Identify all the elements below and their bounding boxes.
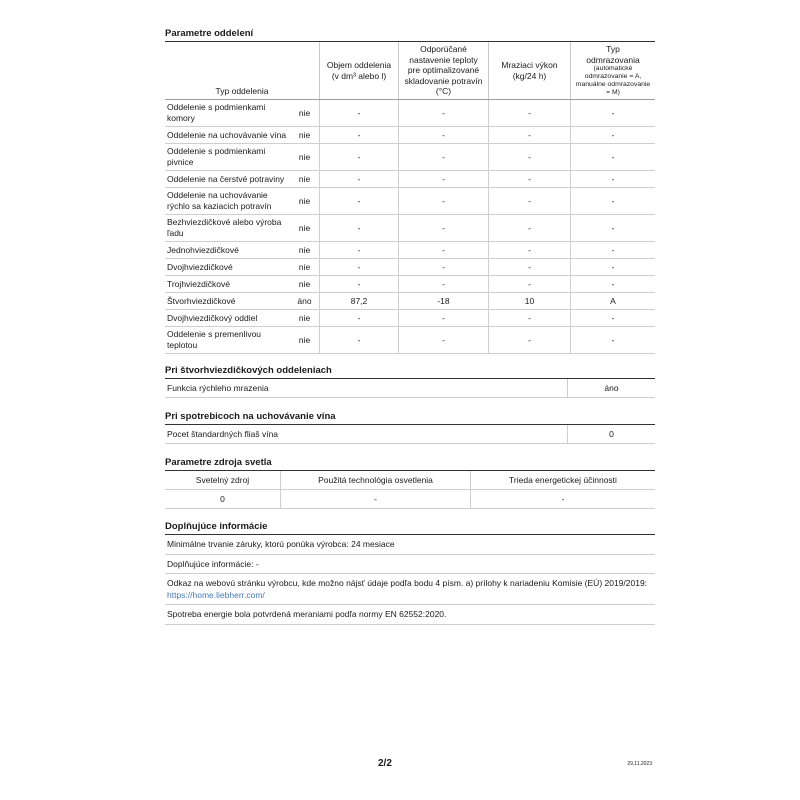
row-defrost: - xyxy=(570,100,655,126)
col-header-freezing: Mraziaci výkon (kg/24 h) xyxy=(488,42,570,99)
footer-date: 29.11.2023 xyxy=(627,761,652,767)
row-label: Bezhviezdičkové alebo výroba ľadu xyxy=(167,217,282,238)
row-defrost: - xyxy=(570,259,655,275)
light-table-header xyxy=(165,471,655,490)
wine-section-title: Pri spotrebicoch na uchovávanie vína xyxy=(165,411,655,425)
row-freeze: - xyxy=(488,242,570,258)
table-row xyxy=(165,259,655,276)
table-row xyxy=(165,242,655,259)
row-label: Oddelenie s podmienkami pivnice xyxy=(167,146,266,167)
table-row xyxy=(165,215,655,242)
row-freeze: - xyxy=(488,215,570,241)
row-temp: - xyxy=(398,259,488,275)
row-label: Dvojhviezdičkové xyxy=(167,261,233,272)
row-freeze: - xyxy=(488,127,570,143)
row-temp: - xyxy=(398,144,488,170)
row-volume: - xyxy=(319,100,398,126)
row-volume: - xyxy=(319,144,398,170)
col-header-temperature: Odporúčané nastavenie teploty pre optimalizované skladovanie potravín (°C) xyxy=(398,42,488,99)
row-temp: -18 xyxy=(398,293,488,309)
row-volume: - xyxy=(319,215,398,241)
col-header-type: Typ oddelenia xyxy=(215,85,269,96)
row-present: nie xyxy=(298,244,311,255)
light-col-header-efficiency: Trieda energetickej účinnosti xyxy=(470,471,655,489)
row-volume: - xyxy=(319,242,398,258)
row-defrost: - xyxy=(570,310,655,326)
light-section-title: Parametre zdroja svetla xyxy=(165,457,655,471)
row-defrost: - xyxy=(570,144,655,170)
table-row xyxy=(165,327,655,354)
row-defrost: - xyxy=(570,276,655,292)
row-volume: - xyxy=(319,171,398,187)
light-source-value: 0 xyxy=(220,494,225,504)
table-row xyxy=(165,127,655,144)
row-label: Dvojhviezdičkový oddiel xyxy=(167,312,258,323)
row-volume: 87,2 xyxy=(319,293,398,309)
light-efficiency-value: - xyxy=(470,490,655,508)
row-present: nie xyxy=(298,261,311,272)
row-defrost: A xyxy=(570,293,655,309)
wine-row xyxy=(165,425,655,444)
row-present: nie xyxy=(298,151,311,162)
table-row xyxy=(165,100,655,127)
row-volume: - xyxy=(319,188,398,214)
four-star-section-title: Pri štvorhviezdičkových oddeleniach xyxy=(165,365,655,379)
row-temp: - xyxy=(398,188,488,214)
row-present: nie xyxy=(298,312,311,323)
row-volume: - xyxy=(319,127,398,143)
row-defrost: - xyxy=(570,127,655,143)
row-defrost: - xyxy=(570,215,655,241)
row-freeze: 10 xyxy=(488,293,570,309)
energy-standard-row: Spotreba energie bola potvrdená meraniami podľa normy EN 62552:2020. xyxy=(165,605,655,625)
four-star-row xyxy=(165,379,655,398)
col-header-volume: Objem oddelenia (v dm³ alebo l) xyxy=(319,42,398,99)
light-table-values xyxy=(165,490,655,509)
row-label: Oddelenie na uchovávanie rýchlo sa kaziacich potravín xyxy=(167,190,272,211)
row-label: Jednohviezdičkové xyxy=(167,244,239,255)
light-technology-value: - xyxy=(280,490,470,508)
light-col-header-source: Svetelný zdroj xyxy=(195,475,250,485)
table-row xyxy=(165,310,655,327)
table-row xyxy=(165,188,655,215)
row-freeze: - xyxy=(488,276,570,292)
manufacturer-website-link[interactable]: https://home.liebherr.com/ xyxy=(167,589,265,600)
datasheet-page xyxy=(165,28,655,625)
row-present: nie xyxy=(298,129,311,140)
row-label: Oddelenie s podmienkami komory xyxy=(167,102,266,123)
table-row xyxy=(165,171,655,188)
table-row xyxy=(165,144,655,171)
row-defrost: - xyxy=(570,188,655,214)
row-temp: - xyxy=(398,310,488,326)
row-freeze: - xyxy=(488,100,570,126)
row-defrost: - xyxy=(570,327,655,353)
row-volume: - xyxy=(319,310,398,326)
row-label: Oddelenie s premenlivou teplotou xyxy=(167,329,262,350)
row-freeze: - xyxy=(488,144,570,170)
row-defrost: - xyxy=(570,171,655,187)
row-present: nie xyxy=(298,195,311,206)
row-freeze: - xyxy=(488,171,570,187)
warranty-row: Minimálne trvanie záruky, ktorú ponúka výrobca: 24 mesiace xyxy=(165,535,655,555)
row-present: nie xyxy=(298,107,311,118)
compartments-table-header xyxy=(165,42,655,100)
wine-label: Pocet štandardných fliaš vína xyxy=(167,429,279,439)
wine-value: 0 xyxy=(567,425,655,443)
row-volume: - xyxy=(319,276,398,292)
row-present: nie xyxy=(298,334,311,345)
additional-section-title: Doplňujúce informácie xyxy=(165,521,655,535)
row-label: Oddelenie na čerstvé potraviny xyxy=(167,173,285,184)
row-temp: - xyxy=(398,242,488,258)
row-temp: - xyxy=(398,215,488,241)
row-volume: - xyxy=(319,327,398,353)
row-label: Trojhviezdičkové xyxy=(167,278,230,289)
col-header-defrost: Typ odmrazovania (automatické odmrazovanie = A, manuálne odmrazovanie = M) xyxy=(570,42,655,99)
row-freeze: - xyxy=(488,188,570,214)
table-row xyxy=(165,293,655,310)
row-volume: - xyxy=(319,259,398,275)
row-freeze: - xyxy=(488,327,570,353)
table-row xyxy=(165,276,655,293)
row-label: Štvorhviezdičkové xyxy=(167,295,236,306)
four-star-value: áno xyxy=(567,379,655,397)
row-temp: - xyxy=(398,171,488,187)
row-temp: - xyxy=(398,327,488,353)
row-label: Oddelenie na uchovávanie vína xyxy=(167,129,287,140)
four-star-label: Funkcia rýchleho mrazenia xyxy=(167,383,269,393)
row-freeze: - xyxy=(488,259,570,275)
row-temp: - xyxy=(398,100,488,126)
row-defrost: - xyxy=(570,242,655,258)
row-temp: - xyxy=(398,276,488,292)
row-freeze: - xyxy=(488,310,570,326)
row-temp: - xyxy=(398,127,488,143)
row-present: áno xyxy=(297,295,312,306)
row-present: nie xyxy=(298,222,311,233)
link-row-text: Odkaz na webovú stránku výrobcu, kde možno nájsť údaje podľa bodu 4 písm. a) prílohy k nariadeniu Komisie (EÚ) 2019/2019: xyxy=(167,578,648,588)
compartments-section-title: Parametre oddelení xyxy=(165,28,655,42)
row-present: nie xyxy=(298,278,311,289)
light-col-header-technology: Použitá technológia osvetlenia xyxy=(280,471,470,489)
additional-info-row: Doplňujúce informácie: - xyxy=(165,555,655,575)
page-number: 2/2 xyxy=(378,758,392,769)
manufacturer-link-row xyxy=(165,574,655,605)
row-present: nie xyxy=(298,173,311,184)
